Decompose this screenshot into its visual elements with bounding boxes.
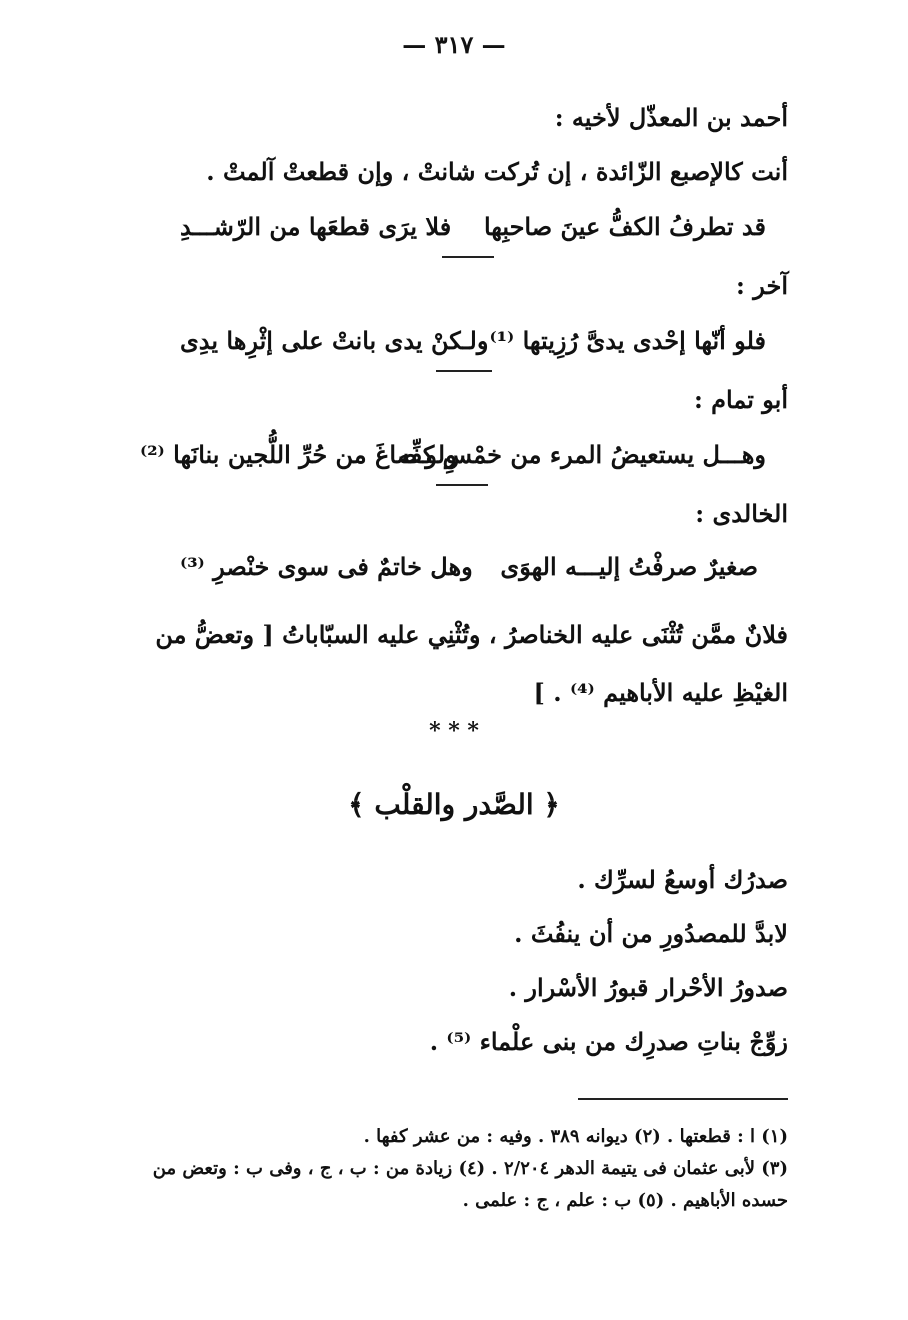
footnote-line-2: (٣) لأبى عثمان فى يتيمة الدهر ٢/٢٠٤ . (٤) زيادة من : ب ، ج ، وفى ب : وتعض من (152, 1158, 788, 1179)
verse-separator (436, 370, 492, 372)
prose-paragraph: فلانٌ ممَّن تُثْنَى عليه الخناصرُ ، وتُثْنِي عليه السبّاباتُ [ وتعضُّ من الغيْظِ عليه الأباهيم ⁽⁴⁾ . ] (155, 620, 788, 707)
saying-3: صدورُ الأحْرار قبورُ الأسْرار . (508, 973, 788, 1002)
section-heading: ﴿ الصَّدر والقلْب ﴾ (348, 788, 560, 821)
verse-4-first: صغيرٌ صرفْتُ إليـــه الهوَى (500, 552, 758, 581)
verse-2-first: فلو أنّها إحْدى يدىَّ رُزِيتها ⁽¹⁾ (489, 326, 766, 355)
page-number: — ٣١٧ — (402, 30, 506, 59)
verse-1-second: فلا يرَى قطعَها من الرّشـــدِ (180, 212, 452, 241)
saying-2: لابدَّ للمصدُورِ من أن ينفُثَ . (514, 919, 788, 948)
verse-1-first: قد تطرفُ الكفُّ عينَ صاحبِها (483, 212, 766, 241)
saying-4: زوِّجْ بناتِ صدرِك من بنى علْماء ⁽⁵⁾ . (429, 1027, 788, 1056)
verse-2-second: ولـكنْ يدى بانتْ على إثْرِها يدِى (180, 326, 489, 355)
verse-3-first: وهـــل يستعيضُ المرء من خمْسِ كفِّه (397, 440, 766, 469)
footnote-line-3: حسده الأباهيم . (٥) ب : علم ، ج : علمى . (462, 1190, 788, 1211)
attribution-other: آخر : (736, 271, 788, 300)
verse-separator (442, 256, 494, 258)
saying-finger: أنت كالإصبع الزّائدة ، إن تُركت شانتْ ، وإن قطعتْ آلمتْ . (206, 157, 788, 186)
footnote-rule (578, 1098, 788, 1100)
attribution-abu-tammam: أبو تمام : (693, 385, 788, 414)
footnote-line-1: (١) ا : قطعتها . (٢) ديوانه ٣٨٩ . وفيه : من عشر كفها . (363, 1126, 788, 1147)
section-divider: * * * (429, 718, 479, 744)
verse-separator (436, 484, 488, 486)
attribution-khalidi: الخالدى : (695, 499, 788, 528)
verse-4-second: وهل خاتمٌ فى سوى خنْصرِ ⁽³⁾ (180, 552, 473, 581)
saying-1: صدرُك أوسعُ لسرِّك . (577, 865, 788, 894)
attribution-ahmad: أحمد بن المعذّل لأخيه : (554, 103, 788, 132)
verse-3-second: ولو صاغَ من حُرِّ اللُّجين بنانَها ⁽²⁾ (140, 440, 457, 469)
